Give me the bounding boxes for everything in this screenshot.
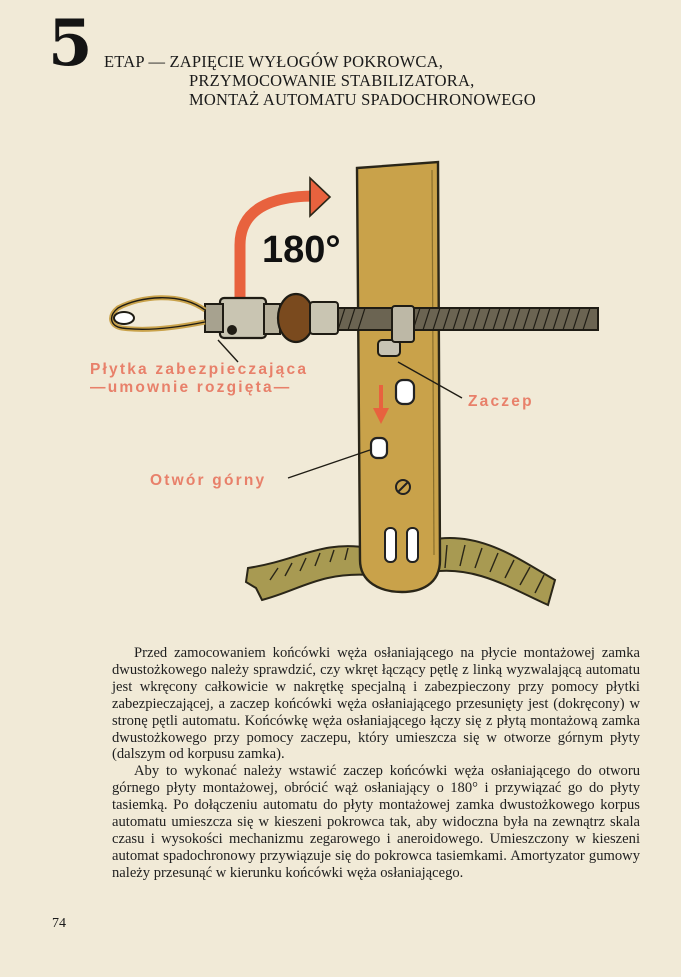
body-text xyxy=(112,645,640,882)
callout-plate-line-1: Płytka zabezpieczająca xyxy=(90,361,309,378)
rotation-label: 180° xyxy=(262,229,341,271)
callout-plate-line-2: —umownie rozgięta— xyxy=(90,379,292,396)
stage-number: 5 xyxy=(48,6,93,81)
mounting-plate xyxy=(357,162,440,592)
stage-title-line-3: MONTAŻ AUTOMATU SPADOCHRONOWEGO xyxy=(189,90,536,109)
stage-title-line-2: PRZYMOCOWANIE STABILIZATORA, xyxy=(189,71,475,90)
callout-hole: Otwór górny xyxy=(150,472,267,489)
stage-title xyxy=(104,52,644,109)
paragraph-2: Aby to wykonać należy wstawić zaczep końcówki węża osłaniającego do otworu górnego płyty montażowej, obrócić wąż osłaniający o 180° i przywiązać go do płyty tasiemką. Po dołączeniu automatu do płyty montażowej zamka dwustożkowego korpus automatu umieszcza się w kieszeni pokrowca tak, aby widoczna była na zewnątrz skala czasu i wysokości mechanizmu zegarowego i aneroidowego. Umieszczony w kieszeni automat spadochronowy przywiązuje się do pokrowca tasiemkami. Amortyzator gumowy należy przesunąć w kierunku końcówki węża osłaniającego. xyxy=(112,763,640,881)
coupling xyxy=(205,294,338,342)
loop xyxy=(112,298,205,330)
stage-title-line-1: ETAP — ZAPIĘCIE WYŁOGÓW POKROWCA, xyxy=(104,52,444,71)
callout-hook: Zaczep xyxy=(468,393,534,410)
page-number: 74 xyxy=(52,916,66,931)
hose xyxy=(330,308,598,330)
paragraph-1: Przed zamocowaniem końcówki węża osłaniającego na płycie montażowej zamka dwustożkowego należy sprawdzić, czy wkręt łączący pętlę z linką wyzwalającą automatu jest wkręcony całkowicie w nakrętkę specjalną i zabezpieczony przy pomocy płytki zabezpieczającej, a zaczep końcówki węża osłaniającego przesunięty jest (dokręcony) w stronę pętli automatu. Końcówkę węża osłaniającego łączy się z płytą montażową zamka dwustożkowego przy pomocy zaczepu, który umieszcza się w otworze górnym płyty (dalszym od korpusu zamka). xyxy=(112,645,640,763)
assembly-illustration xyxy=(0,150,681,620)
